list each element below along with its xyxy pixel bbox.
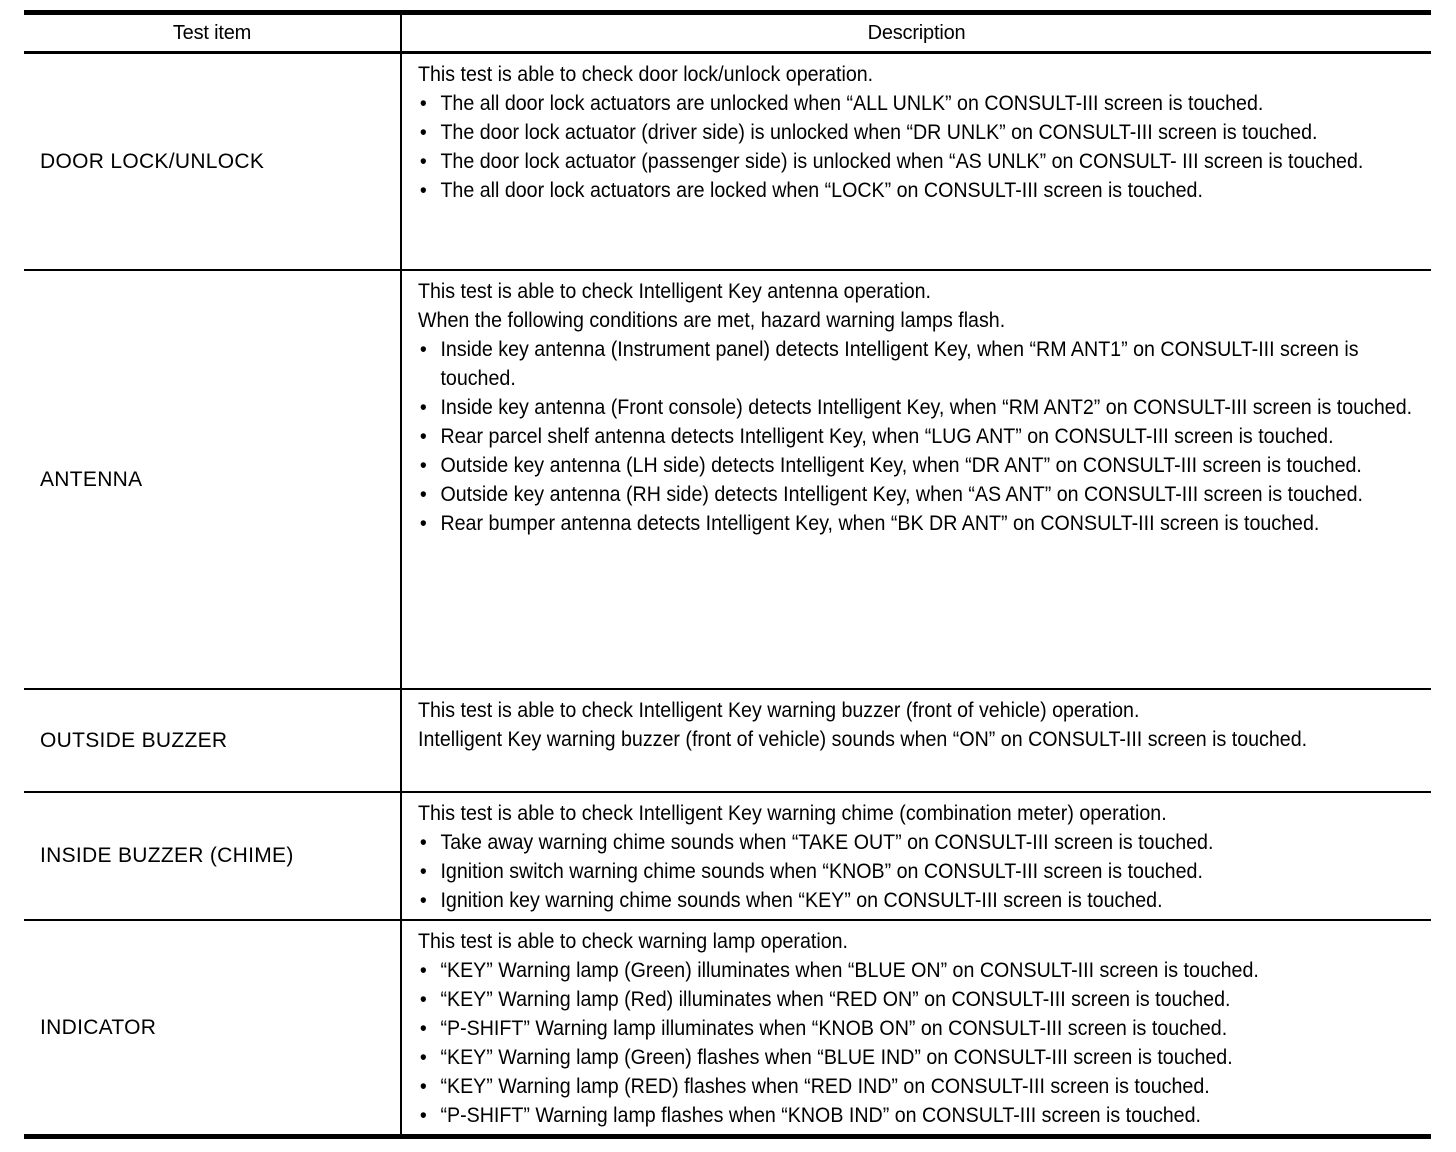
bullet-text: The all door lock actuators are unlocked when “ALL UNLK” on CONSULT-III screen is touched. [440, 92, 1264, 115]
bullet-text: Take away warning chime sounds when “TAKE OUT” on CONSULT-III screen is touched. [440, 830, 1214, 854]
description-intro-text: This test is able to check warning lamp operation. [418, 929, 849, 953]
table-row [24, 53, 1431, 270]
bullet-item [418, 1014, 1418, 1043]
bullet-text: Inside key antenna (Instrument panel) detects Intelligent Key, when “RM ANT1” on CONSULT-III screen is touched. [440, 337, 1359, 390]
bullet-item [418, 509, 1418, 538]
description-cell [401, 920, 1431, 1137]
description-intro-text: When the following conditions are met, hazard warning lamps flash. [418, 308, 1006, 332]
description-cell [401, 53, 1431, 270]
bullet-item [418, 1072, 1418, 1101]
table-row [24, 689, 1431, 792]
bullet-item [418, 176, 1418, 205]
table-header [24, 13, 1431, 53]
bullet-text: Outside key antenna (LH side) detects Intelligent Key, when “DR ANT” on CONSULT-III screen is touched. [440, 453, 1362, 477]
bullet-dot-icon: • [419, 453, 427, 477]
description-cell [401, 689, 1431, 792]
bullet-dot-icon: • [419, 424, 427, 448]
bullet-dot-icon: • [419, 958, 427, 982]
description-body [418, 696, 1418, 754]
description-body [418, 277, 1418, 538]
description-cell [401, 270, 1431, 689]
bullet-text: Outside key antenna (RH side) detects Intelligent Key, when “AS ANT” on CONSULT-III screen is touched. [440, 482, 1363, 506]
bullet-dot-icon: • [419, 482, 427, 506]
bullet-text: “KEY” Warning lamp (Green) flashes when “BLUE IND” on CONSULT-III screen is touched. [440, 1045, 1233, 1069]
test-item-cell: INSIDE BUZZER (CHIME) [24, 792, 401, 920]
bullet-item [418, 828, 1418, 857]
table-body [24, 53, 1431, 1137]
description-intro-text: Intelligent Key warning buzzer (front of vehicle) sounds when “ON” on CONSULT-III screen is touched. [418, 727, 1308, 751]
bullet-item [418, 956, 1418, 985]
bullet-dot-icon: • [419, 337, 427, 361]
bullet-dot-icon: • [419, 987, 427, 1011]
bullet-dot-icon: • [419, 1045, 427, 1069]
bullet-text: Ignition key warning chime sounds when “KEY” on CONSULT-III screen is touched. [440, 888, 1163, 912]
description-intro-text: This test is able to check Intelligent Key antenna operation. [418, 279, 932, 303]
bullet-text: The all door lock actuators are locked when “LOCK” on CONSULT-III screen is touched. [440, 179, 1203, 202]
description-body [418, 799, 1418, 915]
bullet-dot-icon: • [419, 1103, 427, 1127]
bullet-dot-icon: • [419, 92, 427, 115]
table-row [24, 270, 1431, 689]
description-intro-text: This test is able to check door lock/unlock operation. [418, 63, 874, 86]
bullet-item [418, 422, 1418, 451]
test-item-cell: DOOR LOCK/UNLOCK [24, 53, 401, 270]
description-intro-text: This test is able to check Intelligent Key warning buzzer (front of vehicle) operation. [418, 698, 1140, 722]
bullet-item [418, 335, 1418, 393]
bullet-text: The door lock actuator (driver side) is unlocked when “DR UNLK” on CONSULT-III screen is touched. [440, 121, 1318, 144]
description-body [418, 60, 1418, 205]
bullet-dot-icon: • [419, 121, 427, 144]
bullet-dot-icon: • [419, 830, 427, 854]
bullet-dot-icon: • [419, 179, 427, 202]
test-item-cell: INDICATOR [24, 920, 401, 1137]
bullet-dot-icon: • [419, 1016, 427, 1040]
bullet-text: The door lock actuator (passenger side) is unlocked when “AS UNLK” on CONSULT- III screen is touched. [440, 150, 1364, 173]
description-body [418, 927, 1418, 1130]
bullet-dot-icon: • [419, 888, 427, 912]
bullet-dot-icon: • [419, 859, 427, 883]
bullet-item [418, 147, 1418, 176]
bullet-item [418, 118, 1418, 147]
column-header-description: Description [867, 21, 966, 44]
bullet-text: “KEY” Warning lamp (Red) illuminates when “RED ON” on CONSULT-III screen is touched. [440, 987, 1231, 1011]
bullet-item [418, 857, 1418, 886]
bullet-item [418, 1043, 1418, 1072]
bullet-text: Ignition switch warning chime sounds when “KNOB” on CONSULT-III screen is touched. [440, 859, 1203, 883]
bullet-item [418, 480, 1418, 509]
header-row [24, 13, 1431, 53]
bullet-text: Inside key antenna (Front console) detects Intelligent Key, when “RM ANT2” on CONSULT-III screen is touched. [440, 395, 1413, 419]
bullet-item [418, 886, 1418, 915]
table-row [24, 920, 1431, 1137]
bullet-dot-icon: • [419, 1074, 427, 1098]
bullet-text: “P-SHIFT” Warning lamp illuminates when “KNOB ON” on CONSULT-III screen is touched. [440, 1016, 1228, 1040]
description-cell [401, 792, 1431, 920]
bullet-item [418, 985, 1418, 1014]
bullet-item [418, 451, 1418, 480]
bullet-text: “KEY” Warning lamp (Green) illuminates when “BLUE ON” on CONSULT-III screen is touched. [440, 958, 1259, 982]
bullet-text: “KEY” Warning lamp (RED) flashes when “RED IND” on CONSULT-III screen is touched. [440, 1074, 1210, 1098]
bullet-dot-icon: • [419, 150, 427, 173]
column-header-test-item: Test item [24, 13, 401, 53]
bullet-text: “P-SHIFT” Warning lamp flashes when “KNOB IND” on CONSULT-III screen is touched. [440, 1103, 1201, 1127]
description-intro-text: This test is able to check Intelligent Key warning chime (combination meter) operation. [418, 801, 1167, 825]
bullet-item [418, 89, 1418, 118]
bullet-item [418, 1101, 1418, 1130]
bullet-item [418, 393, 1418, 422]
active-test-table [24, 10, 1431, 1139]
bullet-text: Rear bumper antenna detects Intelligent Key, when “BK DR ANT” on CONSULT-III screen is touched. [440, 511, 1320, 535]
bullet-dot-icon: • [419, 395, 427, 419]
bullet-text: Rear parcel shelf antenna detects Intelligent Key, when “LUG ANT” on CONSULT-III screen is touched. [440, 424, 1334, 448]
table-row [24, 792, 1431, 920]
bullet-dot-icon: • [419, 511, 427, 535]
test-item-cell: ANTENNA [24, 270, 401, 689]
test-item-cell: OUTSIDE BUZZER [24, 689, 401, 792]
